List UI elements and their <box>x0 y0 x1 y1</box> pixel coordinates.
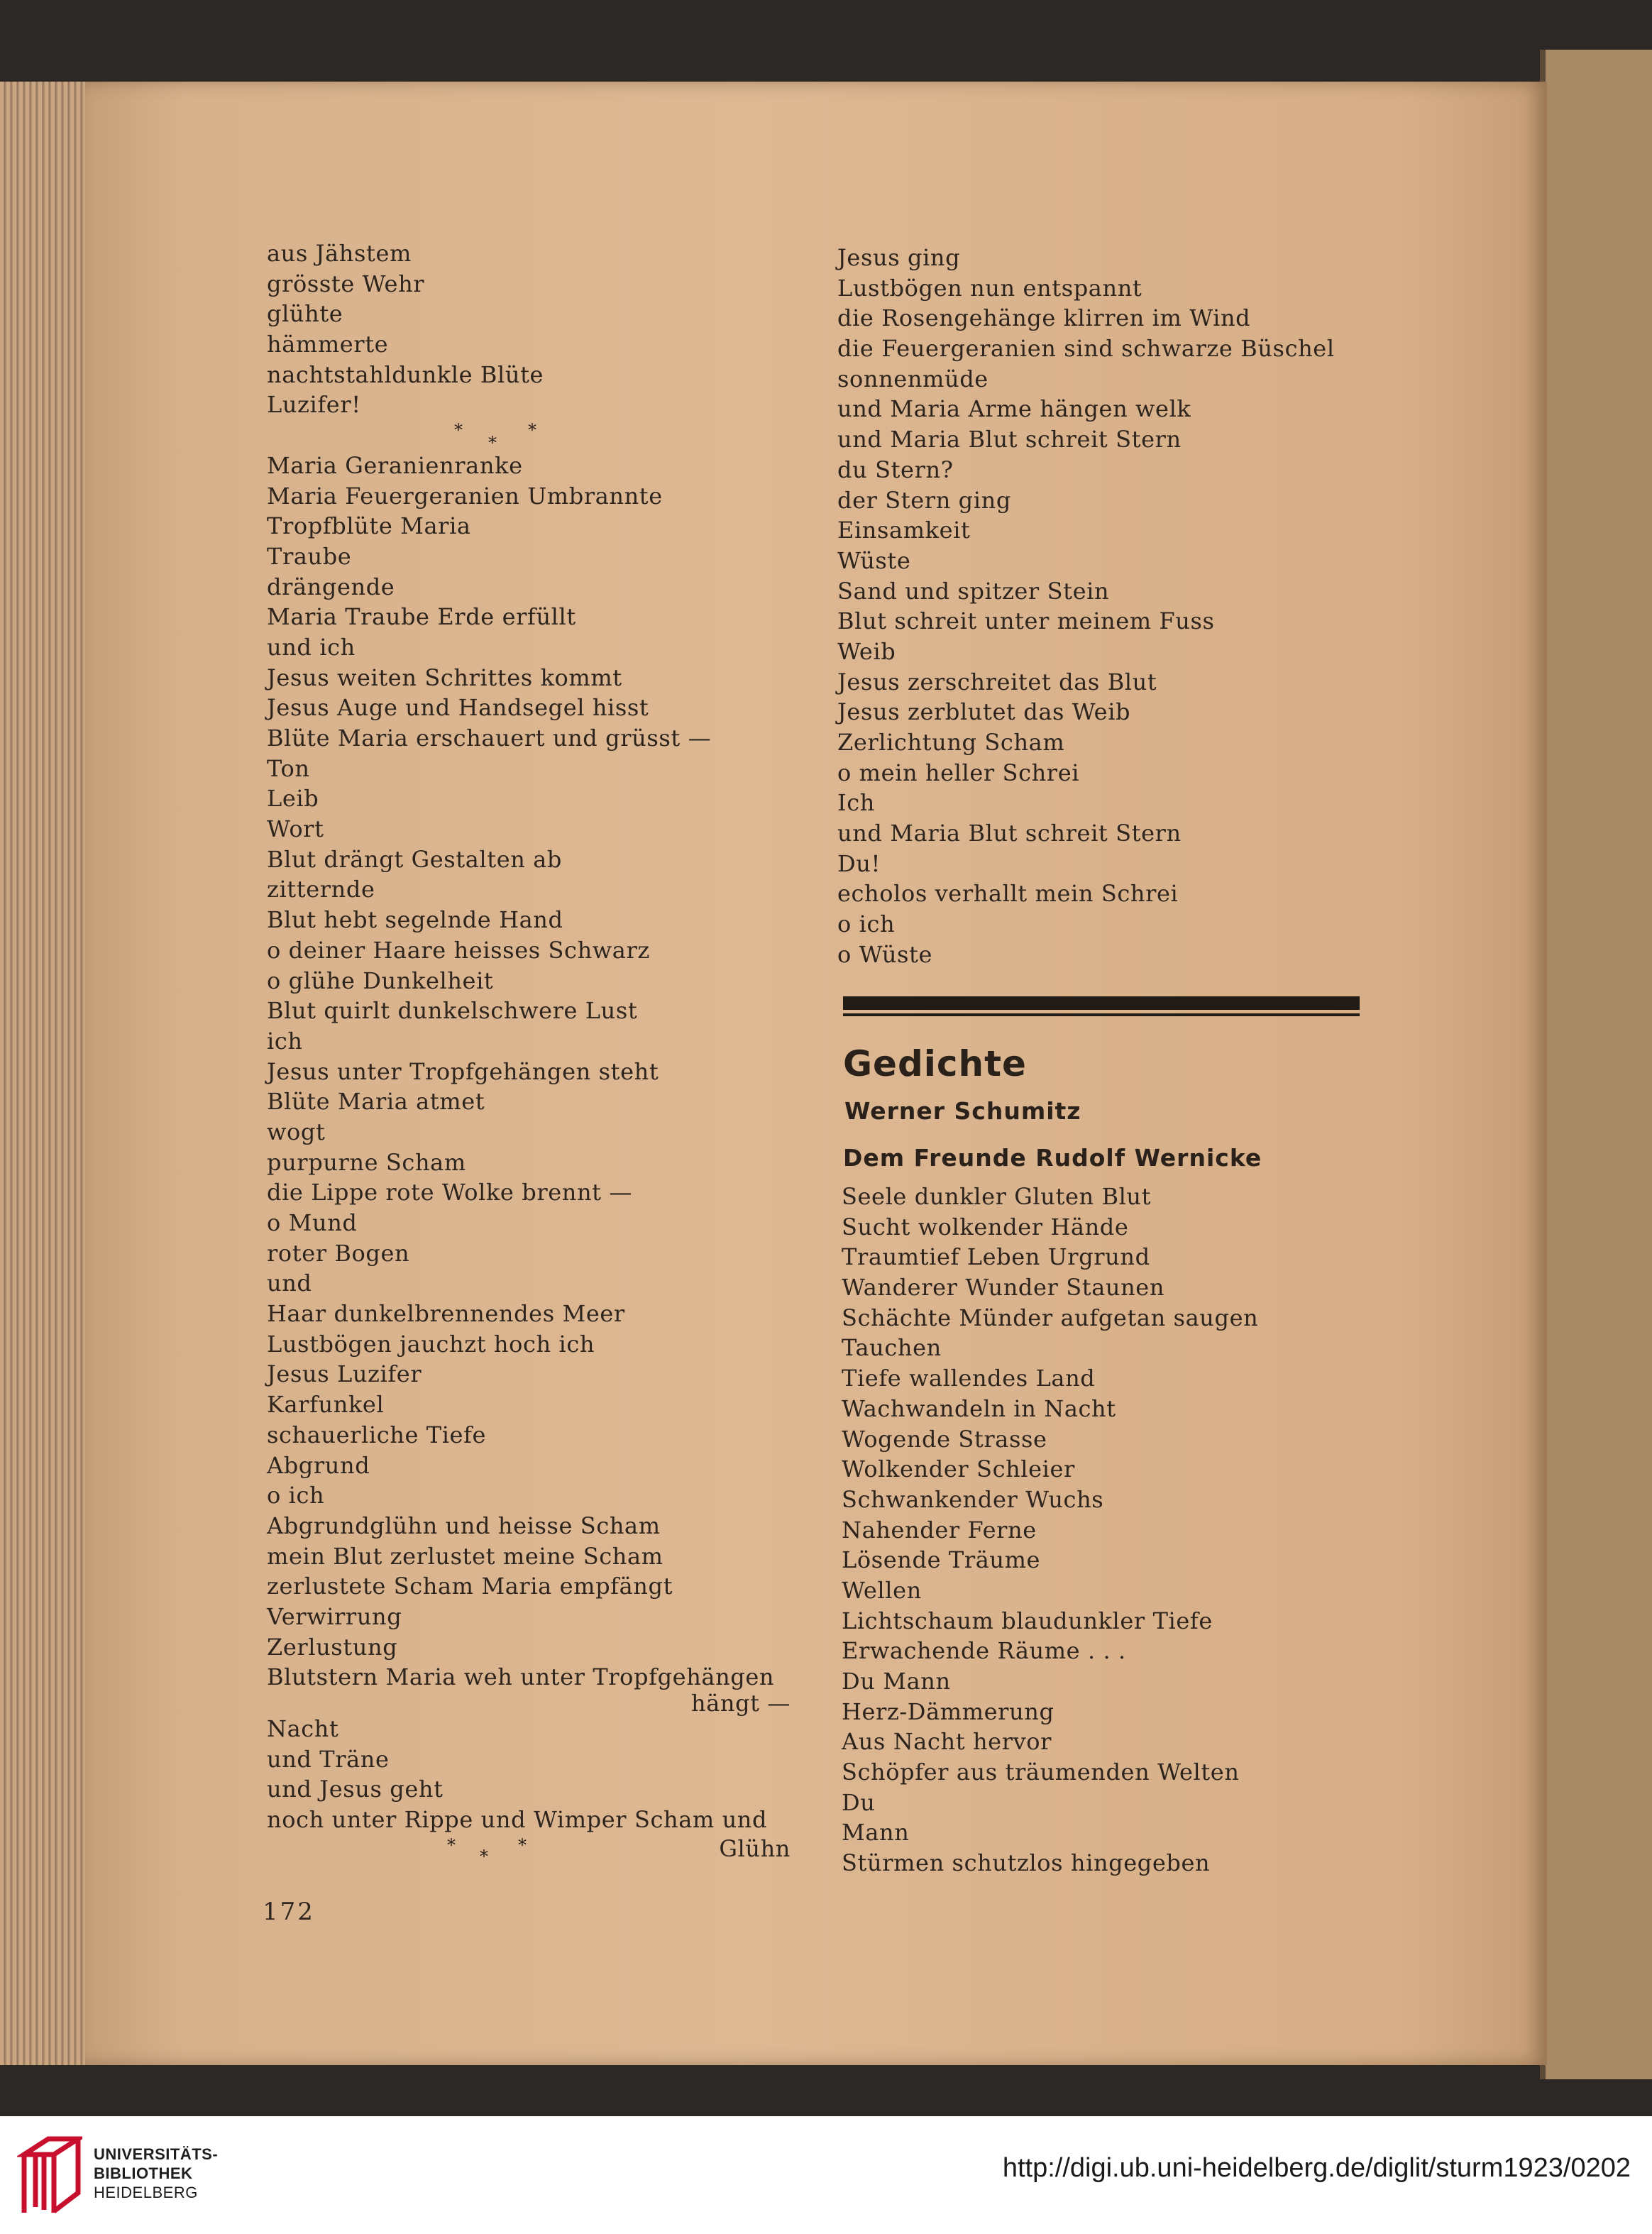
right-text-column <box>837 243 1377 970</box>
text-line: Tauchen <box>842 1334 942 1362</box>
text-line: zitternde <box>267 876 375 903</box>
text-line: Einsamkeit <box>837 517 971 544</box>
text-line: glühte <box>267 300 343 328</box>
text-line: Wellen <box>842 1576 922 1604</box>
asterisk: * <box>447 1834 456 1855</box>
text-line: Lösende Träume <box>842 1546 1041 1574</box>
asterisk: * <box>528 420 537 441</box>
text-line: und Maria Blut schreit Stern <box>837 426 1182 453</box>
text-line: aus Jähstem <box>267 240 412 267</box>
section-divider-rule <box>843 996 1360 1018</box>
text-line: hämmerte <box>267 331 389 358</box>
text-line: Leib <box>267 785 319 813</box>
text-line: Luzifer! <box>267 391 361 419</box>
text-line: Jesus Auge und Handsegel hisst <box>267 694 649 722</box>
text-line: und ich <box>267 633 356 661</box>
text-line: Blüte Maria erschauert und grüsst — <box>267 725 712 752</box>
text-line: drängende <box>267 573 395 600</box>
asterism-divider <box>267 420 799 451</box>
text-line: Blut hebt segelnde Hand <box>267 906 563 934</box>
text-line: Wanderer Wunder Staunen <box>842 1274 1165 1302</box>
text-line: o Wüste <box>837 940 933 968</box>
text-line: Wort <box>267 815 324 843</box>
text-line: Aus Nacht hervor <box>842 1728 1052 1756</box>
text-line: und <box>267 1270 312 1297</box>
text-line: o ich <box>267 1482 325 1509</box>
text-line: ich <box>267 1027 303 1055</box>
permalink-url[interactable]: http://digi.ub.uni-heidelberg.de/diglit/sturm1923/0202 <box>1002 2153 1631 2183</box>
text-line: Maria Feuergeranien Umbrannte <box>267 482 663 510</box>
section-heading: Gedichte <box>843 1043 1027 1084</box>
text-line: Jesus unter Tropfgehängen steht <box>267 1057 659 1085</box>
text-line: o ich <box>837 910 896 938</box>
text-line: Jesus Luzifer <box>267 1360 422 1388</box>
text-line: Mann <box>842 1819 910 1847</box>
text-line: Schöpfer aus träumenden Welten <box>842 1759 1240 1786</box>
text-line: Du <box>842 1788 876 1816</box>
text-line: Weib <box>837 637 896 665</box>
text-line: Abgrundglühn und heisse Scham <box>267 1512 661 1539</box>
text-line: Traumtief Leben Urgrund <box>842 1243 1150 1271</box>
text-line-continuation: hängt — <box>690 1690 791 1717</box>
text-line: schauerliche Tiefe <box>267 1421 487 1448</box>
text-line: Ton <box>267 754 310 782</box>
library-name-line: UNIVERSITÄTS- <box>94 2145 219 2163</box>
library-name-line: BIBLIOTHEK <box>94 2164 193 2182</box>
text-line: sonnenmüde <box>837 365 989 392</box>
text-line: purpurne Scham <box>267 1148 466 1176</box>
text-line: und Jesus geht <box>267 1776 444 1803</box>
page-stack-edge <box>0 82 99 2065</box>
asterisk: * <box>488 433 497 453</box>
text-line: Abgrund <box>267 1451 370 1479</box>
text-line: Karfunkel <box>267 1391 385 1419</box>
facing-page-edge <box>1540 50 1652 2079</box>
text-line: Erwachende Räume . . . <box>842 1637 1126 1665</box>
poem-title: Dem Freunde Rudolf Wernicke <box>843 1144 1262 1172</box>
author-name: Werner Schumitz <box>844 1097 1081 1125</box>
text-line: Sand und spitzer Stein <box>837 577 1110 605</box>
text-line: Blüte Maria atmet <box>267 1088 485 1116</box>
text-line: Blut schreit unter meinem Fuss <box>837 607 1215 635</box>
text-line: du Stern? <box>837 456 954 483</box>
left-text-column <box>267 238 799 1865</box>
library-name <box>94 2145 218 2202</box>
page-number: 172 <box>263 1898 315 1926</box>
text-line: Tropfblüte Maria <box>267 512 471 540</box>
text-line: Jesus zerschreitet das Blut <box>837 668 1157 695</box>
text-line: Sucht wolkender Hände <box>842 1213 1129 1240</box>
text-line: Haar dunkelbrennendes Meer <box>267 1300 625 1328</box>
text-line: Schächte Münder aufgetan saugen <box>842 1304 1259 1331</box>
text-line: Wüste <box>837 546 911 574</box>
digitization-footer <box>0 2116 1652 2234</box>
text-line: Blut quirlt dunkelschwere Lust <box>267 997 638 1025</box>
asterisk: * <box>454 420 463 441</box>
text-line: Traube <box>267 542 352 570</box>
closing-asterism-line <box>267 1835 799 1866</box>
text-line: Lichtschaum blaudunkler Tiefe <box>842 1607 1213 1634</box>
text-line: Maria Traube Erde erfüllt <box>267 603 576 631</box>
text-line: Du! <box>837 849 881 877</box>
text-line: Wolkender Schleier <box>842 1456 1075 1483</box>
text-line: mein Blut zerlustet meine Scham <box>267 1542 663 1570</box>
text-line: noch unter Rippe und Wimper Scham und <box>267 1806 768 1834</box>
poem-text-column <box>842 1182 1381 1878</box>
library-name-line: HEIDELBERG <box>94 2184 198 2201</box>
text-line: Stürmen schutzlos hingegeben <box>842 1849 1211 1877</box>
text-line: Verwirrung <box>267 1602 402 1630</box>
text-line: roter Bogen <box>267 1239 410 1267</box>
text-line: und Maria Arme hängen welk <box>837 395 1191 423</box>
text-line: Herz-Dämmerung <box>842 1697 1054 1725</box>
text-line: und Träne <box>267 1745 390 1773</box>
text-line: Du Mann <box>842 1668 951 1695</box>
text-line: Jesus weiten Schrittes kommt <box>267 664 622 691</box>
text-line: Blutstern Maria weh unter Tropfgehängen <box>267 1663 775 1691</box>
text-line: Lustbögen nun entspannt <box>837 274 1142 302</box>
text-line: Jesus ging <box>837 244 961 271</box>
text-line: Schwankender Wuchs <box>842 1485 1104 1513</box>
text-line: die Feuergeranien sind schwarze Büschel <box>837 335 1335 363</box>
text-line: Lustbögen jauchzt hoch ich <box>267 1330 595 1358</box>
text-line: Ich <box>837 789 875 817</box>
text-line-continuation: Glühn <box>719 1834 791 1862</box>
text-line: o Mund <box>267 1209 358 1236</box>
text-line: der Stern ging <box>837 486 1011 514</box>
text-line: die Rosengehänge klirren im Wind <box>837 304 1251 332</box>
text-line: grösste Wehr <box>267 270 425 297</box>
text-line: Nahender Ferne <box>842 1516 1037 1544</box>
text-line: Jesus zerblutet das Weib <box>837 698 1131 726</box>
text-line: Tiefe wallendes Land <box>842 1365 1096 1392</box>
text-line: nachtstahldunkle Blüte <box>267 361 544 388</box>
text-line: Wogende Strasse <box>842 1425 1047 1453</box>
text-line: Zerlustung <box>267 1633 398 1661</box>
text-line: o glühe Dunkelheit <box>267 967 494 994</box>
text-line: Maria Geranienranke <box>267 451 523 479</box>
text-line: wogt <box>267 1118 326 1145</box>
text-line: o deiner Haare heisses Schwarz <box>267 936 650 964</box>
text-line: die Lippe rote Wolke brennt — <box>267 1179 633 1206</box>
text-line: zerlustete Scham Maria empfängt <box>267 1573 673 1600</box>
asterisk: * <box>518 1834 527 1855</box>
text-line: Wachwandeln in Nacht <box>842 1394 1116 1422</box>
text-line: und Maria Blut schreit Stern <box>837 820 1182 847</box>
asterisk: * <box>480 1846 489 1866</box>
text-line: o mein heller Schrei <box>837 759 1080 786</box>
library-book-logo-icon <box>17 2133 82 2217</box>
text-line: Nacht <box>267 1715 339 1742</box>
text-line: echolos verhallt mein Schrei <box>837 880 1179 908</box>
text-line: Zerlichtung Scham <box>837 729 1065 756</box>
text-line: Blut drängt Gestalten ab <box>267 845 563 873</box>
text-line: Seele dunkler Gluten Blut <box>842 1183 1152 1210</box>
